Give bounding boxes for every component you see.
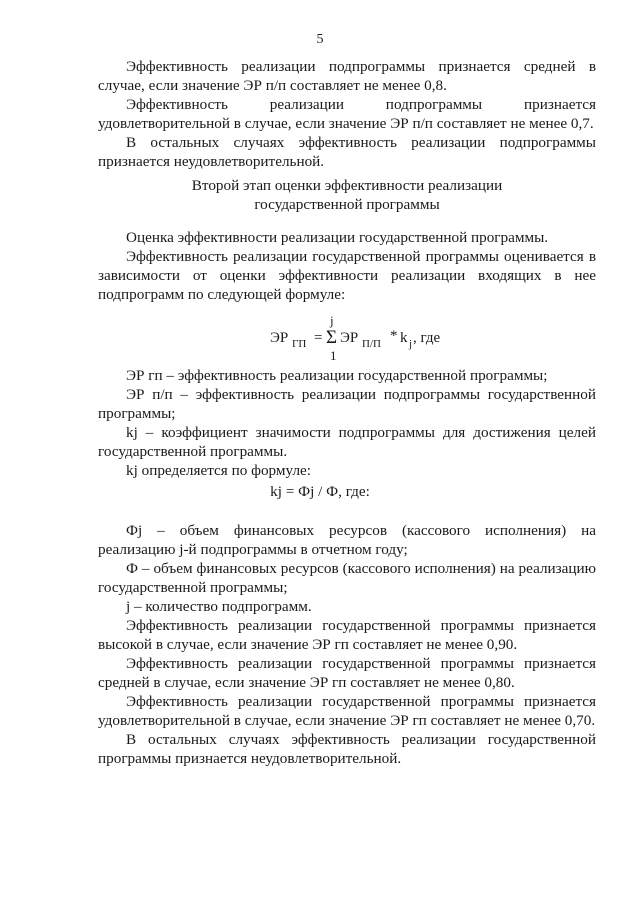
formula-k: k [400, 330, 408, 346]
formula-sum-upper-limit: j [330, 313, 334, 328]
paragraph: kj – коэффициент значимости подпрограммы для достижения целей государственной программы. [98, 424, 596, 460]
section-heading [98, 176, 596, 214]
formula-term: ЭР [340, 330, 359, 346]
formula-k-subscript: j [409, 338, 413, 350]
formula-kj: kj = Фj / Ф, где: [270, 483, 370, 500]
formula-tail: , где [413, 330, 441, 346]
paragraph: ЭР гп – эффективность реализации государственной программы; [126, 367, 548, 384]
paragraph: В остальных случаях эффективность реализации государственной программы признается неудовлетворительной. [98, 731, 596, 767]
paragraph: В остальных случаях эффективность реализации подпрограммы признается неудовлетворительной. [98, 134, 596, 170]
paragraph: ЭР п/п – эффективность реализации подпрограммы государственной программы; [98, 386, 596, 422]
paragraph-group-intro [98, 228, 596, 304]
paragraph-group-program-ratings [98, 521, 596, 768]
formula-sum-symbol: Σ [326, 327, 338, 348]
paragraph: Эффективность реализации государственной программы признается высокой в случае, если значение ЭР гп составляет не менее 0,90. [98, 617, 596, 653]
formula-term-subscript: П/П [362, 338, 381, 350]
paragraph-group-definitions [98, 366, 596, 480]
paragraph: Ф – объем финансовых ресурсов (кассового исполнения) на реализацию государственной программы; [98, 560, 596, 596]
page-number: 5 [316, 32, 324, 47]
formula-lhs-subscript: ГП [292, 338, 307, 350]
formula-sum-lower-limit: 1 [330, 348, 337, 363]
section-heading-line: Второй этап оценки эффективности реализации [191, 177, 503, 194]
paragraph: Фj – объем финансовых ресурсов (кассового исполнения) на реализацию j-й подпрограммы в отчетном году; [98, 522, 596, 558]
paragraph: Эффективность реализации государственной программы признается удовлетворительной в случае, если значение ЭР гп составляет не менее 0,70. [98, 693, 596, 729]
formula-program-efficiency [270, 313, 470, 366]
paragraph: j – количество подпрограмм. [126, 598, 312, 615]
formula-lhs: ЭР [270, 330, 289, 346]
paragraph: Эффективность реализации подпрограммы признается средней в случае, если значение ЭР п/п составляет не менее 0,8. [98, 58, 596, 94]
formula-times: * [390, 328, 398, 344]
paragraph: Эффективность реализации государственной программы признается средней в случае, если значение ЭР гп составляет не менее 0,80. [98, 655, 596, 691]
section-heading-line: государственной программы [254, 196, 440, 213]
formula-equals: = [314, 330, 323, 346]
paragraph: Эффективность реализации подпрограммы признается удовлетворительной в случае, если значение ЭР п/п составляет не менее 0,7. [98, 96, 596, 132]
paragraph: kj определяется по формуле: [126, 462, 311, 479]
paragraph: Эффективность реализации государственной программы оценивается в зависимости от оценки эффективности реализации входящих в нее подпрограмм по следующей формуле: [98, 248, 596, 303]
paragraph: Оценка эффективности реализации государственной программы. [126, 229, 549, 246]
paragraph-group-subprogram-ratings [98, 57, 596, 171]
